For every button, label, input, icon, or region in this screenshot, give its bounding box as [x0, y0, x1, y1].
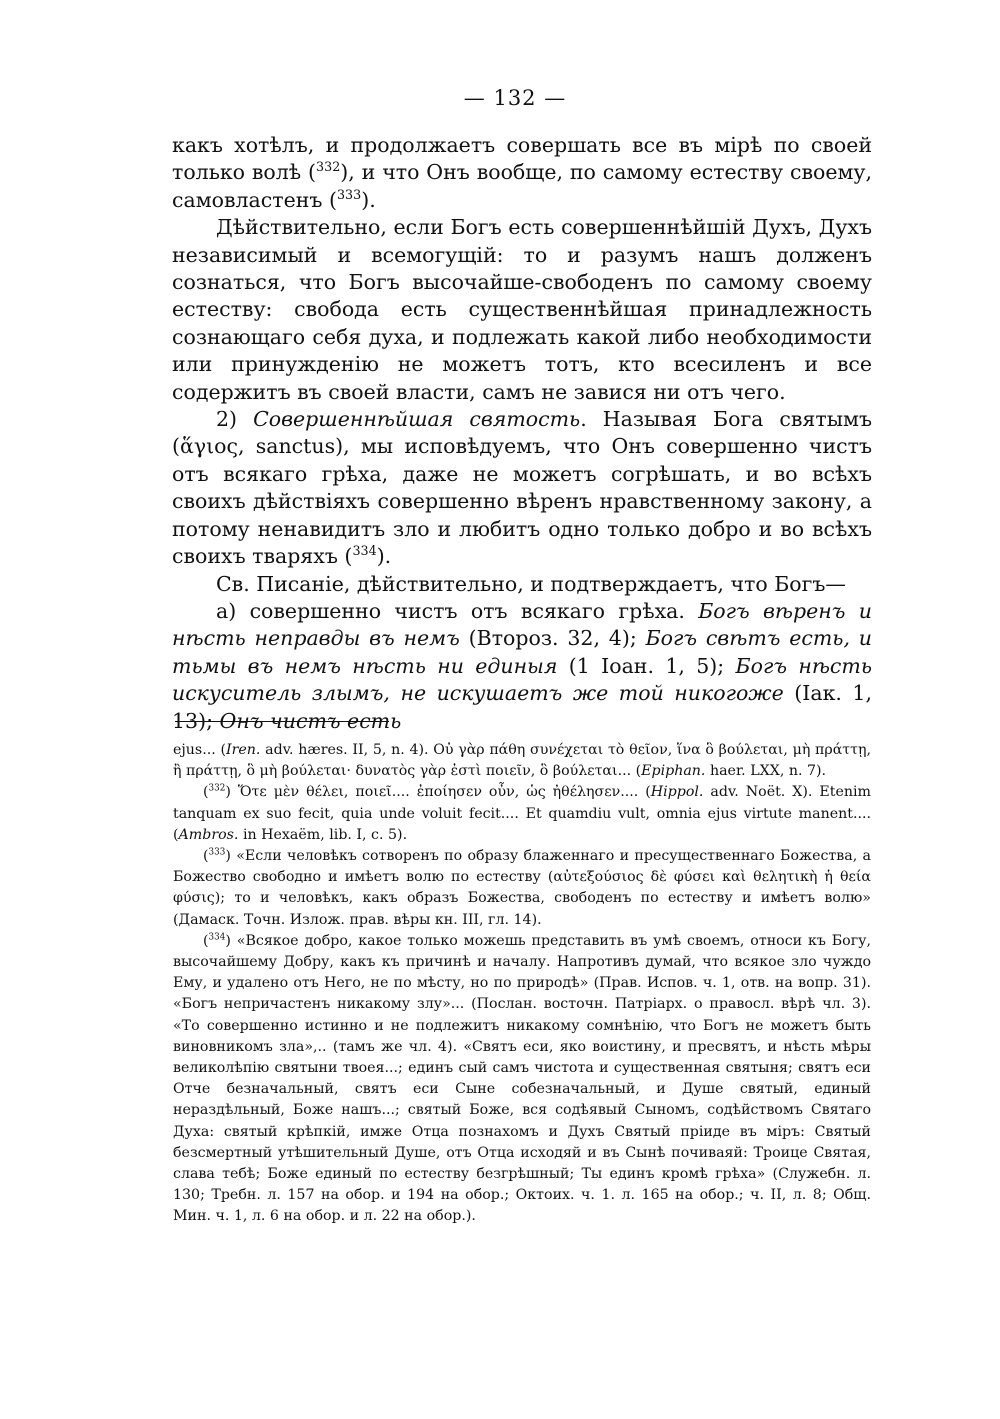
citation: (Второз. 32, 4);	[459, 626, 646, 651]
footnote-ref-333: 333	[336, 186, 362, 202]
main-text	[172, 132, 872, 735]
footnote-333: ($^{333}$) «Если человѣкъ сотворенъ по образу блаженнаго и пресущественнаго Божества, а Божество свободно и имѣетъ волю по естеству (αὐτεξούσιος δὲ φύσει καὶ θελητικὴ ἡ θεία φύσις); то и человѣкъ, какъ образъ Божества, свободенъ по естеству и имѣетъ волю» (Дамаск. Точн. Излож. прав. вѣры кн. III, гл. 14).	[173, 847, 871, 928]
text-run: ), и что Онъ вообще, по самому естеству своему, самовластенъ (	[172, 160, 872, 212]
scripture-quote: Богъ вѣренъ и нѣсть неправды въ немъ	[172, 598, 872, 651]
text-run: ejus... (	[173, 742, 226, 758]
section-title: Совершеннѣйшая святость	[253, 407, 581, 432]
footnotes	[173, 740, 871, 1228]
text-run: adv. Noët. X). Etenim tanquam ex suo fecit, quia unde voluit fecit.... Et quamdiu vult, omnia ejus virtute manent.... (	[173, 784, 871, 843]
text-run: ).	[361, 187, 376, 212]
paragraph-3	[172, 406, 872, 570]
text-run: а) совершенно чистъ отъ всякаго грѣха.	[216, 598, 699, 623]
text-run: haer. LXX, n. 7).	[705, 763, 827, 780]
text-run: какъ хотѣлъ, и продолжаетъ совершать все въ мірѣ по своей только волѣ (	[172, 133, 872, 185]
author-name: Iren.	[226, 742, 261, 758]
footnote-number: 334	[208, 932, 226, 943]
citation: (Іак. 1, 13);	[172, 681, 872, 733]
text-run: . Называя Бога святымъ (ἅγιος, sanctus), мы исповѣдуемъ, что Онъ совершенно чистъ отъ всякаго грѣха, даже не можетъ согрѣшать, и во всѣхъ своихъ дѣйствіяхъ совершенно вѣренъ нравственному закону, а потому ненавидитъ зло и любитъ одно только добро и во всѣхъ своихъ тваряхъ (	[172, 407, 873, 569]
scripture-quote: Богъ свѣтъ есть, и тьмы въ немъ нѣсть ни единыя	[172, 626, 873, 678]
paragraph-4: Св. Писаніе, дѣйствительно, и подтверждаетъ, что Богъ—	[216, 571, 846, 596]
text-run: adv. hæres. II, 5, n. 4). Οὐ γὰρ πάθη συνέχεται τὸ θεῖον, ἵνα ὃ βούλεται, μὴ πράττῃ, ἢ πράττῃ, ὃ μὴ βούλεται· δυνατὸς γὰρ ἐστὶ ποιεῖν, ὃ βούλεται... (	[173, 742, 871, 780]
footnote-ref-334: 334	[352, 543, 377, 559]
paragraph-5	[172, 598, 872, 735]
footnote-number: 332	[208, 783, 226, 794]
footnote-334: ($^{334}$) «Всякое добро, какое только можешь представить въ умѣ своемъ, относи къ Богу, высочайшему Добру, какъ къ причинѣ и началу. Напротивъ думай, что всякое зло чуждо Ему, и удалено отъ Него, не по мѣсту, но по природѣ» (Прав. Испов. ч. 1, отв. на вопр. 31). «Богъ непричастенъ никакому злу»... (Послан. восточн. Патріарх. о правосл. вѣрѣ чл. 3). «То совершенно истинно и не подлежитъ никакому сомнѣнію, что Богъ не можетъ быть виновникомъ зла»,.. (тамъ же чл. 4). «Святъ еси, яко воистину, и пресвятъ, и нѣсть мѣры великолѣпію святыни твоея...; единъ сый самъ чистота и существенная святыня; святъ еси Отче безначальный, святъ еси Сыне собезначальный, и Душе святый, единый нераздѣльный, Боже нашъ...; святый Боже, вся содѣявый Сыномъ, содѣйствомъ Святаго Духа: святый крѣпкій, имже Отца познахомъ и Духъ Святый пріиде въ міръ: Святый безсмертный утѣшительный Душе, отъ Отца исходяй и въ Сынѣ почиваяй: Троице Святая, слава тебѣ; Боже единый по естеству безгрѣшный; Ты единъ кромѣ грѣха» (Служебн. л. 130; Требн. л. 157 на обор. и 194 на обор.; Октоих. ч. 1. л. 165 на обор.; ч. II, л. 8; Общ. Мин. ч. 1, л. 6 на обор. и л. 22 на обор.).	[173, 932, 871, 1225]
footnote-continuation	[173, 740, 871, 782]
text-run: ).	[376, 544, 392, 569]
footnote-ref-332: 332	[316, 159, 341, 175]
paragraph-2: Дѣйствительно, если Богъ есть совершеннѣйшій Духъ, Духъ независимый и всемогущій: то и разумъ нашъ долженъ сознаться, что Богъ высочайше-свободенъ по самому своему естеству: свобода есть существеннѣйшая принадлежность сознающаго себя духа, и подлежать какой либо необходимости или принужденію не можетъ тотъ, кто всесиленъ и все содержитъ въ своей власти, самъ не завися ни отъ чего.	[172, 215, 872, 404]
author-name: Hippol.	[650, 784, 704, 801]
text-run: Ὅτε μὲν θέλει, ποιεῖ.... ἐποίησεν οὖν, ὡς ἠθέλησεν.... (	[230, 784, 651, 801]
footnote-number: 333	[208, 847, 226, 858]
author-name: Epiphan.	[641, 763, 706, 780]
citation: (1 Іоан. 1, 5);	[557, 653, 736, 678]
text-run: in Hexaëm, lib. I, c. 5).	[238, 826, 408, 843]
section-number: 2)	[216, 407, 254, 432]
footnote-separator	[175, 721, 389, 722]
footnote-332: ($^{332}$) Ὅτε μὲν θέλει, ποιεῖ.... ἐποίησεν οὖν, ὡς ἠθέλησεν.... (Hippol. adv. Noët. X). Etenim tanquam ex suo fecit, quia unde voluit fecit.... Et quamdiu vult, omnia ejus virtute manent.... (Ambros. in Hexaëm, lib. I, c. 5).	[173, 783, 871, 843]
author-name: Ambros.	[178, 826, 239, 843]
page-number: — 132 —	[463, 86, 567, 110]
paragraph-1	[172, 132, 872, 214]
scripture-quote: Богъ нѣсть искуситель злымъ, не искушаетъ же той никогоже	[172, 653, 872, 706]
scripture-quote: Онъ чистъ есть	[219, 708, 402, 733]
text-run: «Всякое добро, какое только можешь представить въ умѣ своемъ, относи къ Богу, высочайшему Добру, какъ къ причинѣ и началу. Напротивъ думай, что всякое зло чуждо Ему, и удалено отъ Него, не по мѣсту, но по природѣ» (Прав. Испов. ч. 1, отв. на вопр. 31). «Богъ непричастенъ никакому злу»... (Послан. восточн. Патріарх. о правосл. вѣрѣ чл. 3). «То совершенно истинно и не подлежитъ никакому сомнѣнію, что Богъ не можетъ быть виновникомъ зла»,.. (тамъ же чл. 4). «Святъ еси, яко воистину, и пресвятъ, и нѣсть мѣры великолѣпію святыни твоея...; единъ сый самъ чистота и существенная святыня; святъ еси Отче безначальный, святъ еси Сыне собезначальный, и Душе святый, единый нераздѣльный, Боже нашъ...; святый Боже, вся содѣявый Сыномъ, содѣйствомъ Святаго Духа: святый крѣпкій, имже Отца познахомъ и Духъ Святый пріиде въ міръ: Святый безсмертный утѣшительный Душе, отъ Отца исходяй и въ Сынѣ почиваяй: Троице Святая, слава тебѣ; Боже единый по естеству безгрѣшный; Ты единъ кромѣ грѣха» (Служебн. л. 130; Требн. л. 157 на обор. и 194 на обор.; Октоих. ч. 1. л. 165 на обор.; ч. II, л. 8; Общ. Мин. ч. 1, л. 6 на обор. и л. 22 на обор.).	[173, 932, 871, 1225]
text-run: «Если человѣкъ сотворенъ по образу блаженнаго и пресущественнаго Божества, а Божество свободно и имѣетъ волю по естеству (αὐτεξούσιος δὲ φύσει καὶ θελητικὴ ἡ θεία φύσις); то и человѣкъ, какъ образъ Божества, свободенъ по естеству и имѣетъ волю» (Дамаск. Точн. Излож. прав. вѣры кн. III, гл. 14).	[173, 848, 871, 928]
